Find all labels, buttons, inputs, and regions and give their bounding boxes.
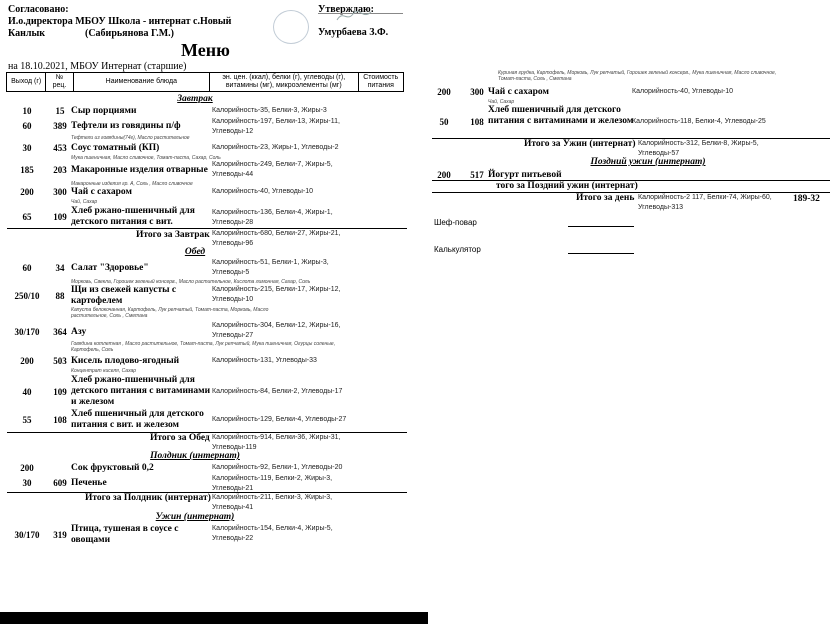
row-ingredients: Чай, Сахар	[488, 99, 515, 105]
chef-signature-line	[568, 226, 634, 227]
row-rec: 108	[53, 415, 67, 425]
page-title: Меню	[181, 40, 230, 60]
row-out: 30/170	[14, 530, 40, 540]
row-rec: 109	[53, 212, 67, 222]
row-out: 30	[22, 478, 32, 488]
row-rec: 300	[470, 87, 484, 97]
row-rec: 88	[55, 291, 65, 301]
row-out: 250/10	[14, 291, 40, 301]
row-name: Хлеб ржано-пшеничный для детского питания с витаминами и железом	[71, 375, 211, 407]
row-rec: 15	[55, 106, 65, 116]
row-ingredients: Говядина котлетная , Масло растительное, Томат-паста, Лук репчатый, Мука пшеничная, Огурцы соленые, Картофель, Соль	[71, 341, 336, 353]
row-name: Тефтели из говядины п/ф	[71, 121, 181, 131]
director-line-2a: Канлык	[8, 28, 46, 39]
row-name: Хлеб пшеничный для детского питания с вит. и железом	[71, 409, 204, 430]
row-out: 200	[437, 87, 451, 97]
row-nut: Калорийность-197, Белки-13, Жиры-11, Углеводы-12	[212, 118, 340, 135]
row-nut: Калорийность-118, Белки-4, Углеводы-25	[632, 118, 766, 125]
calc-label: Калькулятор	[434, 245, 481, 254]
total-snack-label: Итого за Полдник (интернат)	[85, 493, 211, 503]
row-ingredients: Морковь, Свекла, Горошек зеленый консерв., Масло растительное, Кислота лимонная, Сахар, Соль	[71, 279, 311, 285]
row-rec: 389	[53, 121, 67, 131]
row-name: Печенье	[71, 478, 107, 488]
row-name: Хлеб пшеничный для детского питания с витаминами и железом	[488, 105, 634, 126]
row-name: Чай с сахаром	[488, 87, 549, 97]
total-day-label: Итого за день	[576, 193, 635, 203]
row-rec: 108	[470, 117, 484, 127]
row-out: 50	[439, 117, 449, 127]
row-rec: 503	[53, 356, 67, 366]
col-out: Выход (г)	[7, 73, 46, 92]
total-snack-nut: Калорийность-211, Белки-3, Жиры-3, Углеводы-41	[212, 494, 333, 511]
row-name: Салат "Здоровье"	[71, 263, 149, 273]
col-cost: Стоимость питания	[358, 73, 404, 92]
row-out: 30/170	[14, 327, 40, 337]
row-out: 60	[22, 263, 32, 273]
total-dinner-label: Итого за Ужин (интернат)	[524, 139, 636, 149]
row-name: Азу	[71, 327, 87, 337]
row-out: 60	[22, 121, 32, 131]
row-out: 10	[22, 106, 32, 116]
stamp-icon	[273, 10, 309, 44]
total-breakfast-nut: Калорийность-680, Белки-27, Жиры-21, Углеводы-96	[212, 230, 341, 247]
calc-signature-line	[568, 253, 634, 254]
row-out: 30	[22, 143, 32, 153]
row-nut: Калорийность-23, Жиры-1, Углеводы-2	[212, 144, 339, 151]
row-ingredients: Макаронные изделия гр. А, Соль , Масло сливочное	[71, 181, 193, 187]
total-dinner-nut: Калорийность-312, Белки-8, Жиры-5, Углеводы-57	[638, 140, 759, 157]
total-late-label: того за Поздний ужин (интернат)	[496, 181, 638, 191]
row-nut: Калорийность-40, Углеводы-10	[632, 88, 733, 95]
row-out: 55	[22, 415, 32, 425]
row-name: Макаронные изделия отварные	[71, 165, 208, 175]
total-breakfast-label: Итого за Завтрак	[136, 230, 210, 240]
chef-label: Шеф-повар	[434, 218, 477, 227]
page-gap	[412, 0, 426, 624]
row-nut: Калорийность-84, Белки-2, Углеводы-17	[212, 388, 343, 395]
row-out: 40	[22, 387, 32, 397]
page-bottom-bar	[0, 612, 428, 624]
menu-page-right	[428, 0, 832, 610]
row-name: Соус томатный (КП)	[71, 143, 160, 153]
row-nut: Калорийность-119, Белки-2, Жиры-3, Углеводы-21	[212, 475, 333, 492]
row-rec: 109	[53, 387, 67, 397]
row-nut: Калорийность-154, Белки-4, Жиры-5, Углеводы-22	[212, 525, 333, 542]
row-rec: 453	[53, 143, 67, 153]
row-out: 200	[437, 170, 451, 180]
director-line-1: И.о.директора МБОУ Школа - интернат с.Новый	[8, 16, 232, 27]
row-nut: Калорийность-249, Белки-7, Жиры-5, Углеводы-44	[212, 161, 333, 178]
row-name: Йогурт питьевой	[488, 170, 562, 180]
total-lunch-nut: Калорийность-914, Белки-36, Жиры-31, Углеводы-119	[212, 434, 341, 451]
row-nut: Калорийность-35, Белки-3, Жиры-3	[212, 107, 327, 114]
section-lunch: Обед	[184, 247, 206, 257]
total-day-nut: Калорийность-2 117, Белки-74, Жиры-60, Углеводы-313	[638, 194, 772, 211]
row-name: Сыр порциями	[71, 106, 137, 116]
row-name: Кисель плодово-ягодный	[71, 356, 180, 366]
section-snack: Полдник (интернат)	[150, 451, 240, 461]
row-out: 200	[20, 463, 34, 473]
row-rec: 203	[53, 165, 67, 175]
row-ingredients: Чай, Сахар	[71, 199, 98, 205]
row-nut: Калорийность-131, Углеводы-33	[212, 357, 317, 364]
row-ingredients: Куриная грудка, Картофель, Морковь, Лук репчатый, Горошек зеленый консерв., Мука пшеничная, Масло сливочное, Томат-паста, Соль , Сметана	[498, 70, 777, 82]
row-name: Птица, тушеная в соусе с овощами	[71, 524, 179, 545]
section-late-dinner: Поздний ужин (интернат)	[590, 157, 706, 167]
menu-page-left	[5, 0, 415, 610]
row-out: 185	[20, 165, 34, 175]
row-nut: Калорийность-136, Белки-4, Жиры-1, Углеводы-28	[212, 209, 333, 226]
section-dinner: Ужин (интернат)	[155, 512, 235, 522]
row-rec: 300	[53, 187, 67, 197]
row-nut: Калорийность-51, Белки-1, Жиры-3, Углеводы-5	[212, 259, 329, 276]
section-breakfast: Завтрак	[177, 94, 213, 104]
row-name: Чай с сахаром	[71, 187, 132, 197]
row-rec: 364	[53, 327, 67, 337]
total-lunch-label: Итого за Обед	[150, 433, 210, 443]
director-line-2b: (Сабирьянова Г.М.)	[85, 28, 174, 39]
row-nut: Калорийность-92, Белки-1, Углеводы-20	[212, 464, 343, 471]
col-nut: эн. цен. (ккал), белки (г), углеводы (г), витамины (мг), микроэлементы (мг)	[210, 73, 358, 92]
row-nut: Калорийность-215, Белки-17, Жиры-12, Углеводы-10	[212, 286, 341, 303]
agreed-label: Согласовано:	[8, 4, 69, 15]
row-nut: Калорийность-40, Углеводы-10	[212, 188, 313, 195]
row-out: 65	[22, 212, 32, 222]
row-out: 200	[20, 356, 34, 366]
signature-icon	[335, 8, 375, 24]
approver-name: Умурбаева З.Ф.	[318, 27, 389, 38]
column-header	[6, 72, 404, 92]
row-ingredients: Тефтели из говядины(74г), Масло растительное	[71, 135, 190, 141]
total-day-cost: 189-32	[793, 194, 820, 204]
col-name: Наименование блюда	[73, 73, 209, 92]
row-rec: 319	[53, 530, 67, 540]
row-name: Сок фруктовый 0,2	[71, 463, 154, 473]
row-name: Хлеб ржано-пшеничный для детского питания с вит.	[71, 206, 195, 227]
approve-label: Утверждаю:	[318, 4, 374, 15]
row-ingredients: Капуста белокочанная, Картофель, Лук репчатый, Томат-паста, Морковь, Масло растительное, Соль , Сметана	[71, 307, 269, 319]
row-rec: 609	[53, 478, 67, 488]
row-ingredients: Мука пшеничная, Масло сливочное, Томат-паста, Сахар, Соль	[71, 155, 221, 161]
row-name: Щи из свежей капусты с картофелем	[71, 285, 177, 306]
row-ingredients: Концентрат киселя, Сахар	[71, 368, 137, 374]
menu-date: на 18.10.2021, МБОУ Интернат (старшие)	[8, 61, 187, 72]
col-rec: № рец.	[46, 73, 73, 92]
row-out: 200	[20, 187, 34, 197]
row-nut: Калорийность-129, Белки-4, Углеводы-27	[212, 416, 347, 423]
row-rec: 34	[55, 263, 65, 273]
row-rec: 517	[470, 170, 484, 180]
row-nut: Калорийность-304, Белки-12, Жиры-16, Углеводы-27	[212, 322, 341, 339]
